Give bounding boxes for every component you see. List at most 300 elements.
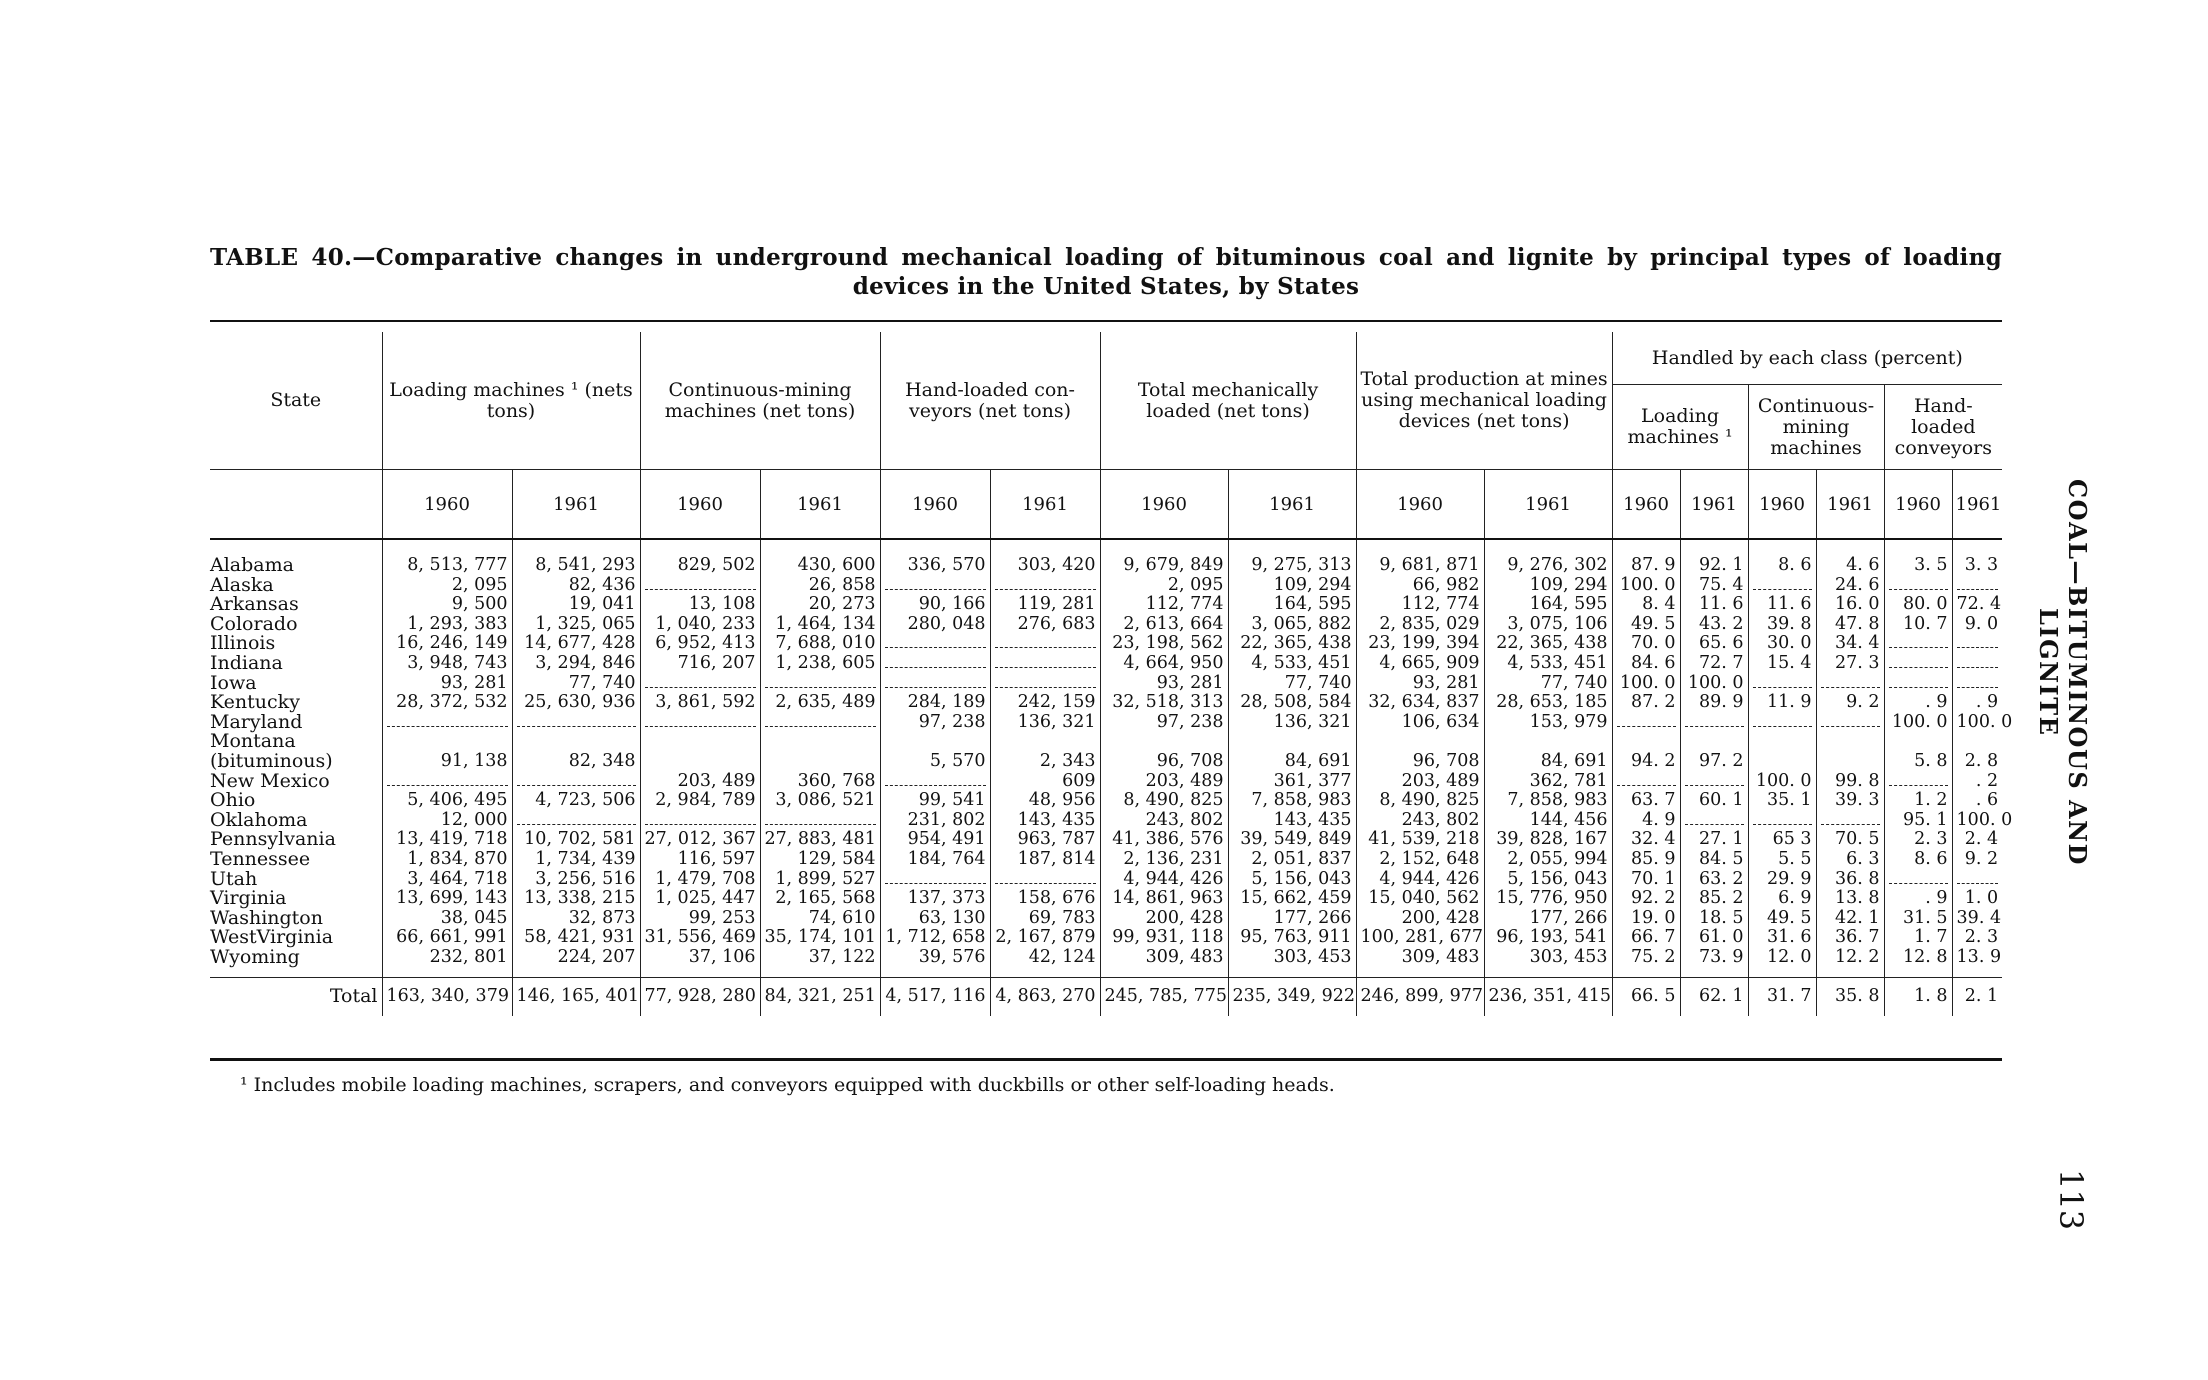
year-header-cell: 1961 <box>760 470 880 540</box>
year-header-cell: 1960 <box>1748 470 1816 540</box>
table-cell: 75. 2 <box>1612 948 1680 968</box>
table-cell: 4, 944, 426 <box>1356 870 1484 890</box>
empty-cell-dashes <box>1748 674 1816 694</box>
table-row <box>210 693 2002 713</box>
table-cell: 7, 688, 010 <box>760 634 880 654</box>
spacer-cell <box>210 967 382 978</box>
table-cell: 236, 351, 415 <box>1484 978 1612 1016</box>
empty-cell-dashes <box>640 811 760 831</box>
table-cell: 1, 040, 233 <box>640 615 760 635</box>
table-cell: 61. 0 <box>1680 928 1748 948</box>
state-name: Pennsylvania <box>210 828 336 851</box>
table-cell: 4. 9 <box>1612 811 1680 831</box>
year-header-row <box>210 470 2002 540</box>
table-cell: 32, 634, 837 <box>1356 693 1484 713</box>
table-cell: 163, 340, 379 <box>382 978 512 1016</box>
table-title <box>210 243 2002 301</box>
empty-cell-dashes <box>1680 772 1748 792</box>
dash-leader <box>1753 814 1812 825</box>
table-cell: 9. 2 <box>1952 850 2002 870</box>
table-cell: 85. 2 <box>1680 889 1748 909</box>
table-cell: 66. 7 <box>1612 928 1680 948</box>
empty-cell-dashes <box>1884 654 1952 674</box>
table-cell: 2, 984, 789 <box>640 791 760 811</box>
table-cell: 361, 377 <box>1228 772 1356 792</box>
table-cell: 7, 858, 983 <box>1484 791 1612 811</box>
table-cell: 1. 2 <box>1884 791 1952 811</box>
table-cell: 2, 051, 837 <box>1228 850 1356 870</box>
table-cell: 23, 198, 562 <box>1100 634 1228 654</box>
table-cell: 19. 0 <box>1612 909 1680 929</box>
year-header-cell: 1961 <box>1952 470 2002 540</box>
table-cell: 2, 165, 568 <box>760 889 880 909</box>
year-header-cell: 1960 <box>640 470 760 540</box>
table-cell <box>1356 732 1484 752</box>
table-title-line-1: TABLE 40.—Comparative changes in underground mechanical loading of bituminous coal and lignite by principal types of loading <box>210 244 2002 271</box>
table-cell <box>1884 732 1952 752</box>
dash-leader <box>1753 677 1812 688</box>
table-cell: 4, 944, 426 <box>1100 870 1228 890</box>
table-cell: 2. 3 <box>1884 830 1952 850</box>
table-cell: 13, 419, 718 <box>382 830 512 850</box>
header-total-mechanical: Total mechanically loaded (net tons) <box>1100 332 1356 470</box>
table-cell: 94. 2 <box>1612 752 1680 772</box>
spacer-cell <box>1748 967 1816 978</box>
table-row <box>210 830 2002 850</box>
dash-leader <box>387 716 508 727</box>
table-cell <box>1484 732 1612 752</box>
table-cell: 2. 3 <box>1952 928 2002 948</box>
empty-cell-dashes <box>880 576 990 596</box>
table-cell: 6. 3 <box>1816 850 1884 870</box>
table-cell: 24. 6 <box>1816 576 1884 596</box>
table-cell: 72. 7 <box>1680 654 1748 674</box>
empty-cell-dashes <box>1816 674 1884 694</box>
table-cell: 35. 1 <box>1748 791 1816 811</box>
table-cell <box>1100 732 1228 752</box>
table-cell: 200, 428 <box>1356 909 1484 929</box>
table-row <box>210 752 2002 772</box>
table-cell: 2. 8 <box>1952 752 2002 772</box>
table-cell: 77, 740 <box>1228 674 1356 694</box>
spacer-cell <box>1952 967 2002 978</box>
table-cell: 28, 508, 584 <box>1228 693 1356 713</box>
year-header-cell: 1960 <box>1612 470 1680 540</box>
table-cell: 8. 4 <box>1612 595 1680 615</box>
table-cell: 184, 764 <box>880 850 990 870</box>
table-cell: 231, 802 <box>880 811 990 831</box>
table-cell: 3, 464, 718 <box>382 870 512 890</box>
empty-cell-dashes <box>1884 576 1952 596</box>
table-cell <box>640 752 760 772</box>
dash-leader <box>1889 873 1948 884</box>
year-header-cell: 1960 <box>880 470 990 540</box>
table-cell: 37, 106 <box>640 948 760 968</box>
spacer-cell <box>1356 967 1484 978</box>
table-cell: 100. 0 <box>1884 713 1952 733</box>
table-cell: 65 3 <box>1748 830 1816 850</box>
empty-cell-dashes <box>990 870 1100 890</box>
table-cell: 16. 0 <box>1816 595 1884 615</box>
table-cell: 89. 9 <box>1680 693 1748 713</box>
table-cell: 136, 321 <box>1228 713 1356 733</box>
table-cell: 3, 294, 846 <box>512 654 640 674</box>
table-cell <box>990 732 1100 752</box>
table-cell: 13, 338, 215 <box>512 889 640 909</box>
table-cell: 1, 238, 605 <box>760 654 880 674</box>
table-cell: 177, 266 <box>1228 909 1356 929</box>
table-row <box>210 909 2002 929</box>
dash-leader <box>885 657 986 668</box>
table-cell: 284, 189 <box>880 693 990 713</box>
table-row <box>210 615 2002 635</box>
table-cell: 1. 0 <box>1952 889 2002 909</box>
table-cell: 303, 453 <box>1484 948 1612 968</box>
state-name: Illinois <box>210 632 276 655</box>
table-cell: 36. 7 <box>1816 928 1884 948</box>
table-cell: 28, 653, 185 <box>1484 693 1612 713</box>
table-cell: 303, 453 <box>1228 948 1356 968</box>
table-cell: 4, 533, 451 <box>1484 654 1612 674</box>
table-cell: 13, 699, 143 <box>382 889 512 909</box>
table-cell: 22, 365, 438 <box>1228 634 1356 654</box>
table-cell: 8. 6 <box>1884 850 1952 870</box>
table-cell: 5, 406, 495 <box>382 791 512 811</box>
table-cell: 116, 597 <box>640 850 760 870</box>
spacer-cell <box>1816 967 1884 978</box>
dash-leader <box>995 637 1096 648</box>
table-cell: 4, 723, 506 <box>512 791 640 811</box>
table-cell: 75. 4 <box>1680 576 1748 596</box>
empty-cell-dashes <box>1612 713 1680 733</box>
table-cell: 12. 8 <box>1884 948 1952 968</box>
empty-cell-dashes <box>990 674 1100 694</box>
table-cell: 62. 1 <box>1680 978 1748 1016</box>
table-cell: 95. 1 <box>1884 811 1952 831</box>
dash-leader <box>1821 677 1880 688</box>
table-cell: 99, 931, 118 <box>1100 928 1228 948</box>
table-cell: 144, 456 <box>1484 811 1612 831</box>
table-cell <box>1816 732 1884 752</box>
spacer-cell <box>760 967 880 978</box>
spacer-cell <box>1680 967 1748 978</box>
table-cell: 36. 8 <box>1816 870 1884 890</box>
table-cell: 31, 556, 469 <box>640 928 760 948</box>
table-cell: 716, 207 <box>640 654 760 674</box>
table-cell: 93, 281 <box>1100 674 1228 694</box>
dash-leader <box>1889 775 1948 786</box>
dash-leader <box>1753 716 1812 727</box>
table-cell: 100. 0 <box>1680 674 1748 694</box>
table-cell: 362, 781 <box>1484 772 1612 792</box>
table-cell: 84. 6 <box>1612 654 1680 674</box>
table-cell: 164, 595 <box>1228 595 1356 615</box>
header-total-production: Total production at mines using mechanical loading devices (net tons) <box>1356 332 1612 470</box>
table-cell: 49. 5 <box>1612 615 1680 635</box>
table-cell <box>512 732 640 752</box>
header-percent-group: Handled by each class (percent) <box>1612 332 2002 385</box>
table-cell: 2, 136, 231 <box>1100 850 1228 870</box>
table-cell: 43. 2 <box>1680 615 1748 635</box>
dash-leader <box>1821 716 1880 727</box>
table-cell: 3. 3 <box>1952 539 2002 576</box>
table-cell: 4, 664, 950 <box>1100 654 1228 674</box>
table-cell: 95, 763, 911 <box>1228 928 1356 948</box>
dash-leader <box>1957 873 1999 884</box>
table-cell: 246, 899, 977 <box>1356 978 1484 1016</box>
table-cell: 242, 159 <box>990 693 1100 713</box>
table-cell: 8, 541, 293 <box>512 539 640 576</box>
table-cell: 11. 9 <box>1748 693 1816 713</box>
spacer-cell <box>1612 967 1680 978</box>
table-row <box>210 539 2002 576</box>
table-cell: 8. 6 <box>1748 539 1816 576</box>
table-cell: 69, 783 <box>990 909 1100 929</box>
table-cell: 84, 691 <box>1484 752 1612 772</box>
table-cell: 4, 533, 451 <box>1228 654 1356 674</box>
table-cell: 1, 734, 439 <box>512 850 640 870</box>
spacer-cell <box>1228 967 1356 978</box>
dash-leader <box>517 814 636 825</box>
dash-leader <box>517 775 636 786</box>
table-cell: 200, 428 <box>1100 909 1228 929</box>
table-cell: 8, 490, 825 <box>1356 791 1484 811</box>
empty-cell-dashes <box>1952 870 2002 890</box>
table-cell: 97, 238 <box>880 713 990 733</box>
dash-leader <box>1617 775 1676 786</box>
table-cell: 1, 899, 527 <box>760 870 880 890</box>
table-cell: 1, 325, 065 <box>512 615 640 635</box>
table-cell: 9, 276, 302 <box>1484 539 1612 576</box>
table-cell: 14, 861, 963 <box>1100 889 1228 909</box>
table-cell: 84, 691 <box>1228 752 1356 772</box>
table-cell: 609 <box>990 772 1100 792</box>
table-cell: 1, 479, 708 <box>640 870 760 890</box>
spacer-cell <box>990 967 1100 978</box>
table-cell: 20, 273 <box>760 595 880 615</box>
table-cell: 35. 8 <box>1816 978 1884 1016</box>
table-cell: 3. 5 <box>1884 539 1952 576</box>
table-cell: 10, 702, 581 <box>512 830 640 850</box>
table-cell: 34. 4 <box>1816 634 1884 654</box>
table-cell: 109, 294 <box>1228 576 1356 596</box>
empty-cell-dashes <box>1884 772 1952 792</box>
year-header-cell: 1961 <box>1816 470 1884 540</box>
table-cell: 100. 0 <box>1748 772 1816 792</box>
table-cell <box>1952 732 2002 752</box>
table-cell: 77, 928, 280 <box>640 978 760 1016</box>
state-name: Montana <box>210 730 296 753</box>
state-name: Indiana <box>210 651 283 674</box>
table-cell: . 9 <box>1884 693 1952 713</box>
dash-leader <box>1889 657 1948 668</box>
table-cell: 187, 814 <box>990 850 1100 870</box>
table-row <box>210 889 2002 909</box>
table-cell: 309, 483 <box>1356 948 1484 968</box>
empty-cell-dashes <box>760 674 880 694</box>
table-cell <box>880 732 990 752</box>
table-cell: 309, 483 <box>1100 948 1228 968</box>
table-cell: 2, 613, 664 <box>1100 615 1228 635</box>
table-cell: 70. 1 <box>1612 870 1680 890</box>
year-header-cell: 1960 <box>1100 470 1228 540</box>
spacer-cell <box>1484 967 1612 978</box>
table-cell: 336, 570 <box>880 539 990 576</box>
table-cell: 96, 708 <box>1100 752 1228 772</box>
table-cell: 137, 373 <box>880 889 990 909</box>
table-cell: 2, 635, 489 <box>760 693 880 713</box>
table-cell: 96, 708 <box>1356 752 1484 772</box>
table-cell: 276, 683 <box>990 615 1100 635</box>
table-cell: 224, 207 <box>512 948 640 968</box>
table-row <box>210 928 2002 948</box>
state-name: Alaska <box>210 573 274 596</box>
table-cell: 3, 075, 106 <box>1484 615 1612 635</box>
table-cell: 87. 9 <box>1612 539 1680 576</box>
table-cell: 164, 595 <box>1484 595 1612 615</box>
table-cell: 14, 677, 428 <box>512 634 640 654</box>
dash-leader <box>765 716 876 727</box>
dash-leader <box>1889 579 1948 590</box>
state-name: Arkansas <box>210 593 299 616</box>
state-name: WestVirginia <box>210 926 334 949</box>
table-cell: 38, 045 <box>382 909 512 929</box>
year-header-cell: 1961 <box>1484 470 1612 540</box>
state-name: (bituminous) <box>210 749 333 772</box>
table-cell: 9, 500 <box>382 595 512 615</box>
table-cell: 47. 8 <box>1816 615 1884 635</box>
table-cell: 9. 2 <box>1816 693 1884 713</box>
empty-cell-dashes <box>1748 576 1816 596</box>
table-cell: 203, 489 <box>640 772 760 792</box>
table-cell: 39. 8 <box>1748 615 1816 635</box>
spacer-cell <box>640 967 760 978</box>
state-name: Iowa <box>210 671 257 694</box>
table-cell: 5, 156, 043 <box>1484 870 1612 890</box>
table-cell: 87. 2 <box>1612 693 1680 713</box>
table-cell: 48, 956 <box>990 791 1100 811</box>
dash-leader <box>765 814 876 825</box>
table-top-rule <box>210 320 2002 322</box>
empty-cell-dashes <box>1952 674 2002 694</box>
empty-cell-dashes <box>640 713 760 733</box>
year-header-cell: 1961 <box>1680 470 1748 540</box>
header-state: State <box>270 389 322 411</box>
spacer-cell <box>1884 967 1952 978</box>
spacer-cell <box>880 967 990 978</box>
table-cell: 32, 518, 313 <box>1100 693 1228 713</box>
table-cell: 84, 321, 251 <box>760 978 880 1016</box>
table-cell: 66, 661, 991 <box>382 928 512 948</box>
table-cell: 97. 2 <box>1680 752 1748 772</box>
dash-leader <box>885 579 986 590</box>
table-cell: 11. 6 <box>1680 595 1748 615</box>
table-cell: 243, 802 <box>1356 811 1484 831</box>
table-cell: 100, 281, 677 <box>1356 928 1484 948</box>
table-cell: 16, 246, 149 <box>382 634 512 654</box>
table-cell: 66. 5 <box>1612 978 1680 1016</box>
empty-cell-dashes <box>760 713 880 733</box>
table-cell: 954, 491 <box>880 830 990 850</box>
state-name: Colorado <box>210 612 298 635</box>
table-title-line-2: devices in the United States, by States <box>852 273 1360 300</box>
table-cell <box>640 732 760 752</box>
table-cell: 37, 122 <box>760 948 880 968</box>
table-row <box>210 870 2002 890</box>
table-cell: 963, 787 <box>990 830 1100 850</box>
table-cell: 9, 679, 849 <box>1100 539 1228 576</box>
empty-cell-dashes <box>1884 674 1952 694</box>
empty-cell-dashes <box>1952 654 2002 674</box>
table-cell: 1, 712, 658 <box>880 928 990 948</box>
empty-cell-dashes <box>1816 713 1884 733</box>
table-cell: 8, 513, 777 <box>382 539 512 576</box>
empty-cell-dashes <box>1816 811 1884 831</box>
table-cell: 84. 5 <box>1680 850 1748 870</box>
table-cell <box>760 752 880 772</box>
table-cell <box>1748 732 1816 752</box>
empty-cell-dashes <box>880 654 990 674</box>
table-cell: 5, 570 <box>880 752 990 772</box>
table-cell: 27. 3 <box>1816 654 1884 674</box>
table-cell: 106, 634 <box>1356 713 1484 733</box>
header-hand-loaded: Hand-loaded con- veyors (net tons) <box>880 332 1100 470</box>
table-cell: 42. 1 <box>1816 909 1884 929</box>
empty-cell-dashes <box>1952 576 2002 596</box>
table-cell: 100. 0 <box>1952 811 2002 831</box>
table-cell: 39, 576 <box>880 948 990 968</box>
table-cell: 1, 293, 383 <box>382 615 512 635</box>
dash-leader <box>885 677 986 688</box>
empty-cell-dashes <box>1612 772 1680 792</box>
table-row <box>210 772 2002 792</box>
table-cell: 80. 0 <box>1884 595 1952 615</box>
header-continuous-mining: Continuous-mining machines (net tons) <box>640 332 880 470</box>
table-cell: 2, 835, 029 <box>1356 615 1484 635</box>
table-cell: 85. 9 <box>1612 850 1680 870</box>
year-header-cell: 1960 <box>1884 470 1952 540</box>
table-cell: 77, 740 <box>1484 674 1612 694</box>
dash-leader <box>645 579 756 590</box>
table-cell: 18. 5 <box>1680 909 1748 929</box>
spacer-cell <box>382 967 512 978</box>
table-cell: 26, 858 <box>760 576 880 596</box>
table-cell: 97, 238 <box>1100 713 1228 733</box>
table-cell: 27, 883, 481 <box>760 830 880 850</box>
table-cell: 31. 7 <box>1748 978 1816 1016</box>
table-cell: 1, 025, 447 <box>640 889 760 909</box>
table-cell: 112, 774 <box>1356 595 1484 615</box>
year-header-blank <box>210 470 382 540</box>
table-cell: 39, 828, 167 <box>1484 830 1612 850</box>
table-cell: 32, 873 <box>512 909 640 929</box>
dash-leader <box>765 677 876 688</box>
table-row <box>210 948 2002 968</box>
table-cell: 9, 275, 313 <box>1228 539 1356 576</box>
dash-leader <box>995 657 1096 668</box>
table-cell: 25, 630, 936 <box>512 693 640 713</box>
state-name: Tennessee <box>210 847 311 870</box>
dash-leader <box>995 677 1096 688</box>
table-cell: 60. 1 <box>1680 791 1748 811</box>
state-name: Wyoming <box>210 945 300 968</box>
table-cell: 143, 435 <box>990 811 1100 831</box>
table-cell: 430, 600 <box>760 539 880 576</box>
table-cell <box>1816 752 1884 772</box>
table-cell: 5, 156, 043 <box>1228 870 1356 890</box>
table-cell: 3, 948, 743 <box>382 654 512 674</box>
table-cell: 91, 138 <box>382 752 512 772</box>
